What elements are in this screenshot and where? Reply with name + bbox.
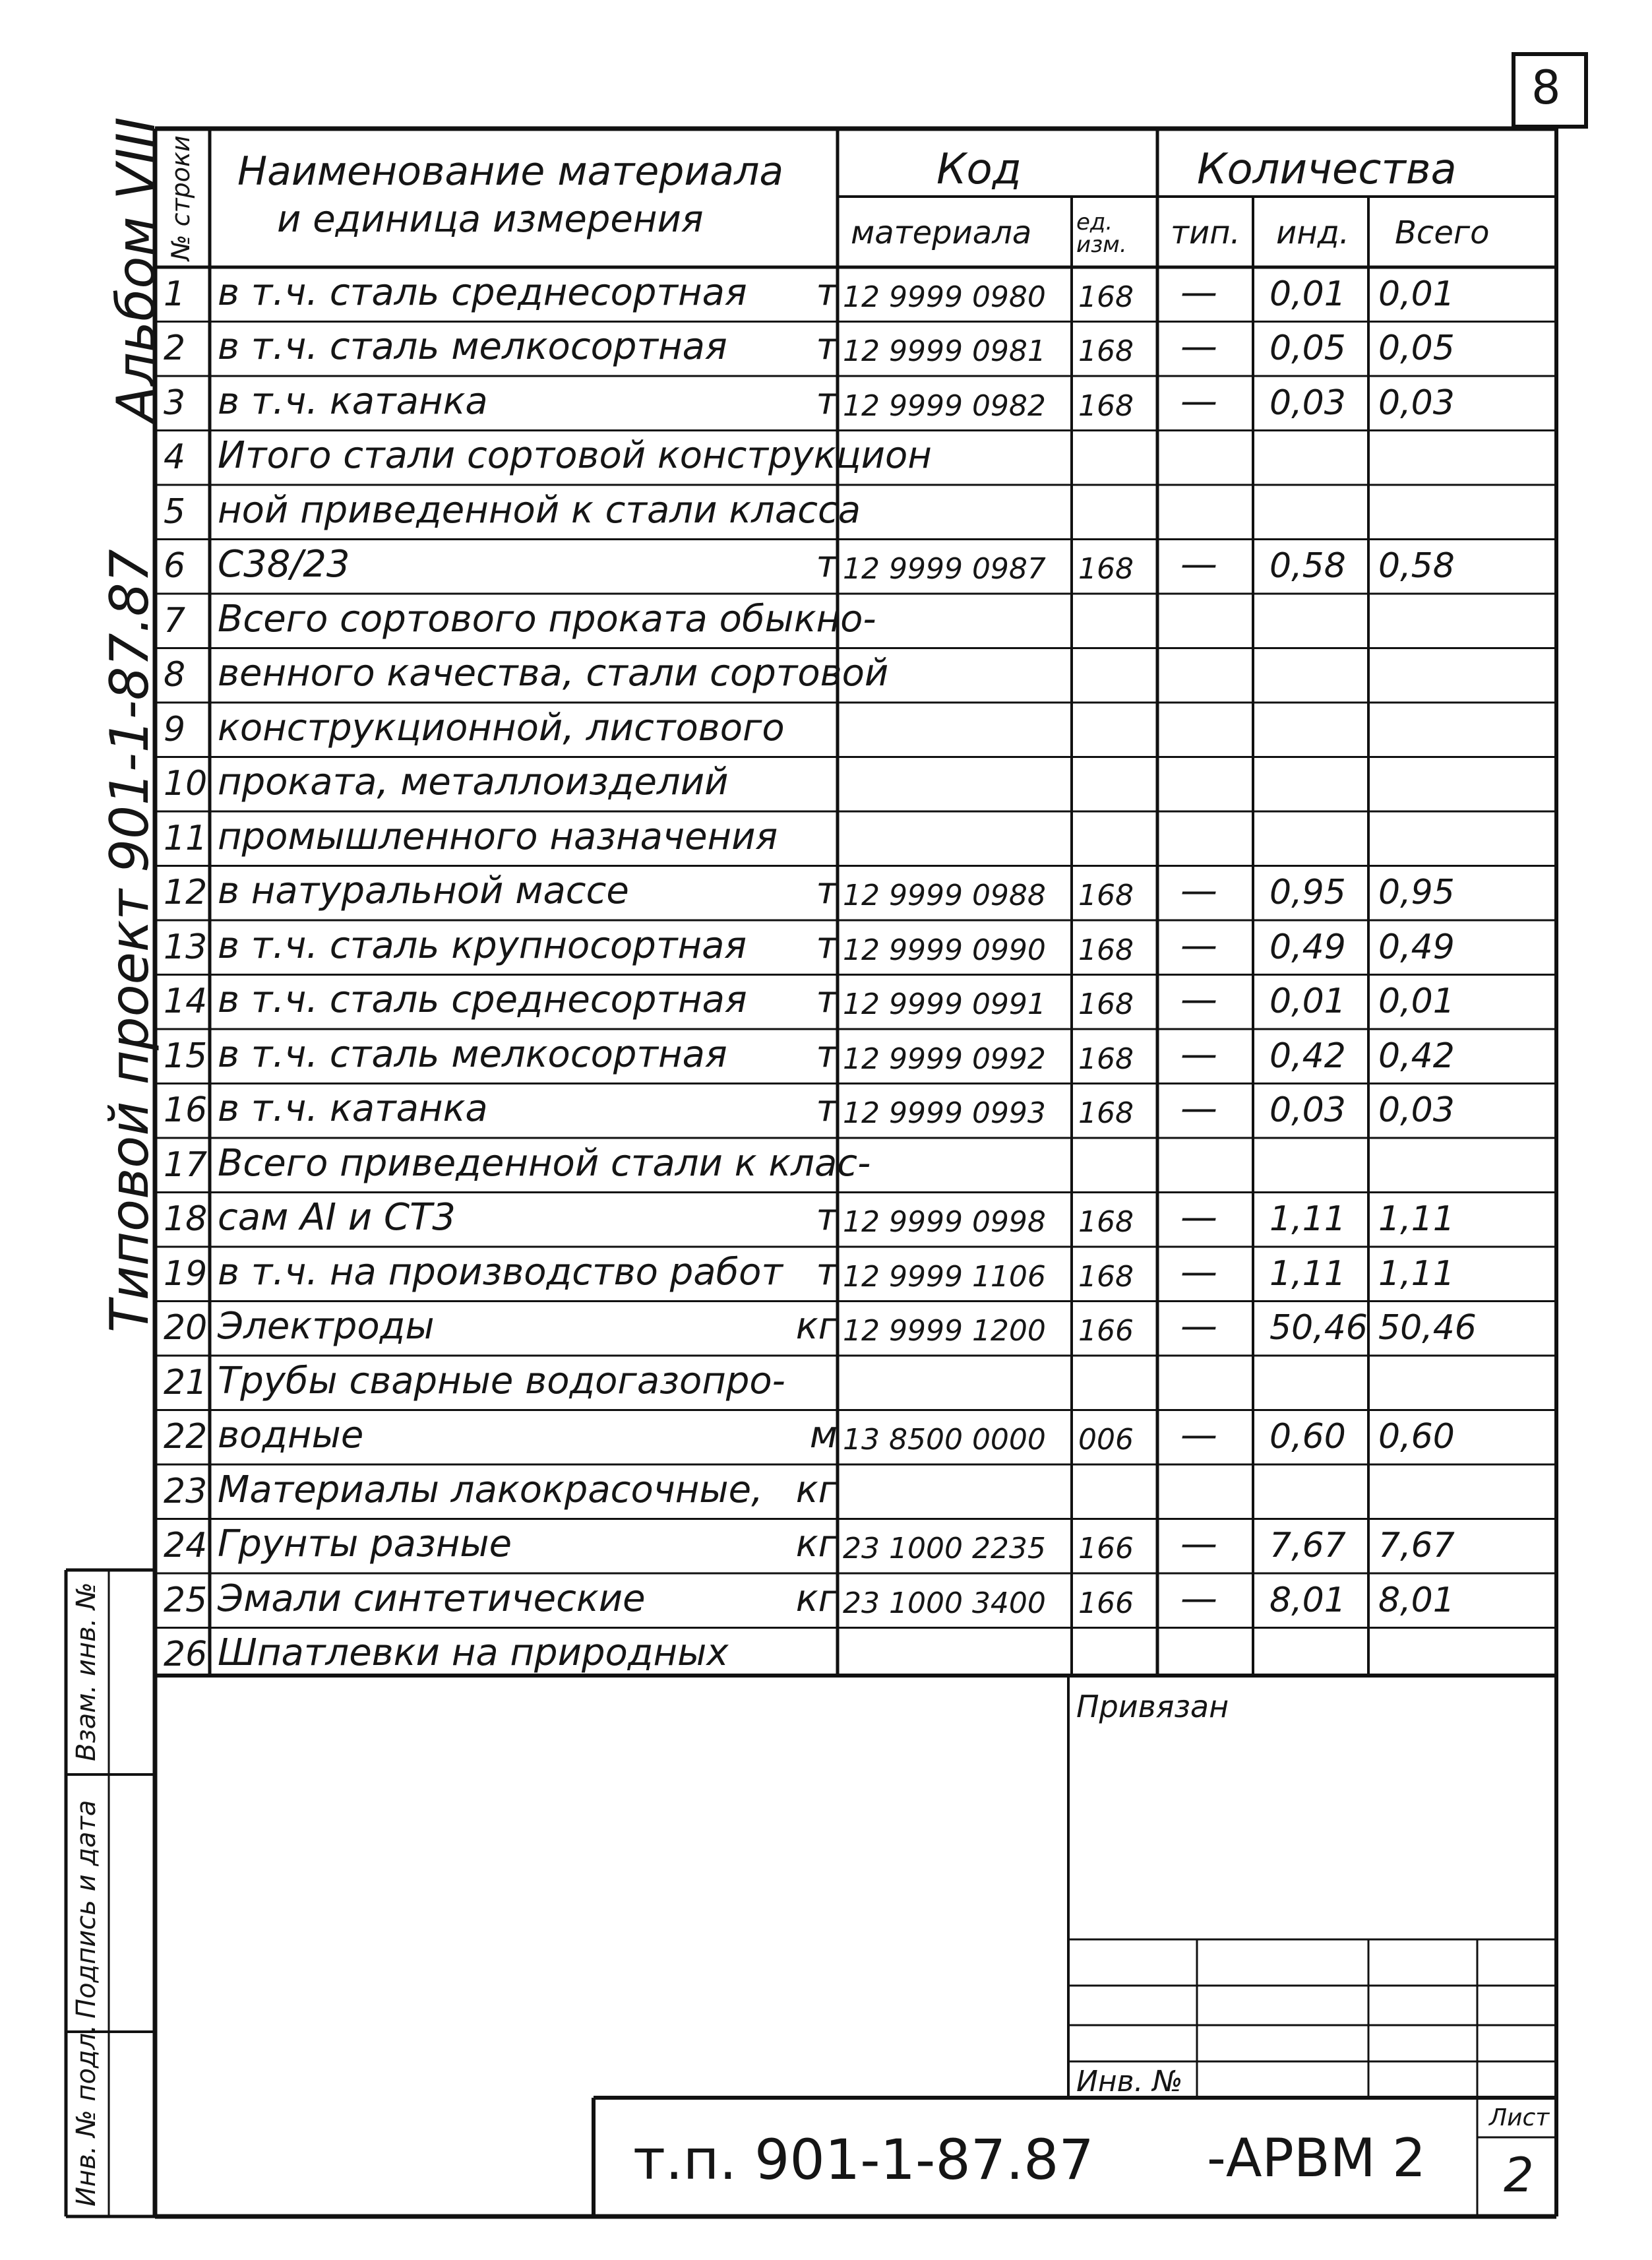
cell-ed: 166 bbox=[1078, 1586, 1134, 1620]
cell-n: 25 bbox=[164, 1580, 208, 1620]
cell-ed: 168 bbox=[1078, 933, 1134, 967]
header-quantity: Количества bbox=[1197, 145, 1457, 194]
cell-typ: — bbox=[1180, 1577, 1217, 1620]
cell-ind: 0,49 bbox=[1270, 927, 1346, 967]
cell-unit: т bbox=[816, 978, 838, 1021]
cell-n: 24 bbox=[164, 1526, 208, 1565]
cell-n: 9 bbox=[164, 709, 186, 749]
cell-unit: кг bbox=[795, 1522, 838, 1565]
cell-ed: 168 bbox=[1078, 334, 1134, 368]
cell-ed: 166 bbox=[1078, 1314, 1134, 1348]
cell-code bbox=[843, 703, 1070, 757]
cell-ed bbox=[1078, 703, 1154, 757]
cell-total: 0,58 bbox=[1378, 546, 1455, 586]
cell-name: конструкционной, листового bbox=[218, 706, 785, 749]
cell-ed bbox=[1078, 811, 1154, 866]
cell-n: 22 bbox=[164, 1417, 208, 1457]
album-label: Альбом VIII bbox=[106, 117, 167, 422]
cell-code: 12 9999 0992 bbox=[843, 1042, 1046, 1076]
cell-unit bbox=[791, 485, 838, 540]
header-row-no: № строки bbox=[166, 135, 195, 261]
cell-n: 26 bbox=[164, 1635, 208, 1674]
cell-typ: — bbox=[1180, 869, 1217, 912]
side-stamp-sign-date: Подпись и дата bbox=[71, 1800, 102, 2019]
cell-n: 23 bbox=[164, 1471, 208, 1511]
cell-code bbox=[843, 594, 1070, 648]
cell-typ: — bbox=[1180, 270, 1217, 314]
cell-total: 1,11 bbox=[1378, 1253, 1455, 1294]
cell-code: 12 9999 0982 bbox=[843, 389, 1046, 423]
cell-name: промышленного назначения bbox=[218, 815, 778, 858]
cell-ind bbox=[1270, 485, 1368, 540]
cell-ed: 168 bbox=[1078, 1205, 1134, 1239]
cell-code: 12 9999 1106 bbox=[843, 1259, 1046, 1294]
cell-n: 18 bbox=[164, 1199, 208, 1239]
cell-ed bbox=[1078, 1464, 1154, 1519]
cell-name: проката, металлоизделий bbox=[218, 761, 729, 803]
cell-typ: — bbox=[1180, 1032, 1217, 1076]
cell-n: 8 bbox=[164, 655, 186, 695]
cell-ed bbox=[1078, 757, 1154, 812]
cell-name: в натуральной массе bbox=[218, 869, 629, 912]
cell-total bbox=[1378, 757, 1550, 812]
cell-ed: 168 bbox=[1078, 389, 1134, 423]
cell-ed: 168 bbox=[1078, 552, 1134, 586]
cell-code: 13 8500 0000 bbox=[843, 1423, 1046, 1457]
cell-code: 23 1000 3400 bbox=[843, 1586, 1046, 1620]
cell-ind: 50,46 bbox=[1270, 1308, 1368, 1348]
cell-typ bbox=[1180, 1628, 1253, 1683]
cell-name: венного качества, стали сортовой bbox=[218, 652, 889, 695]
cell-unit: т bbox=[816, 1032, 838, 1076]
cell-code: 12 9999 1200 bbox=[843, 1314, 1046, 1348]
cell-n: 17 bbox=[164, 1145, 208, 1185]
cell-ind: 0,01 bbox=[1270, 982, 1346, 1021]
cell-unit: кг bbox=[795, 1577, 838, 1620]
cell-total: 7,67 bbox=[1378, 1526, 1455, 1565]
cell-name: Трубы сварные водогазопро- bbox=[218, 1359, 785, 1402]
cell-name: Материалы лакокрасочные, bbox=[218, 1468, 763, 1511]
cell-n: 19 bbox=[164, 1253, 208, 1294]
cell-total bbox=[1378, 1628, 1550, 1683]
cell-ind bbox=[1270, 1356, 1368, 1410]
cell-ed bbox=[1078, 1138, 1154, 1193]
cell-n: 10 bbox=[164, 764, 208, 803]
cell-name: Грунты разные bbox=[218, 1522, 512, 1565]
cell-n: 20 bbox=[164, 1308, 208, 1348]
cell-unit bbox=[791, 1628, 838, 1683]
cell-ind: 0,95 bbox=[1270, 873, 1346, 912]
cell-unit: т bbox=[816, 543, 838, 586]
cell-name: водные bbox=[218, 1414, 364, 1457]
cell-name: Электроды bbox=[218, 1305, 435, 1348]
cell-code bbox=[843, 1628, 1070, 1683]
cell-unit bbox=[791, 594, 838, 648]
cell-ind bbox=[1270, 648, 1368, 703]
cell-ed bbox=[1078, 1628, 1154, 1683]
cell-ind bbox=[1270, 757, 1368, 812]
cell-ind: 1,11 bbox=[1270, 1199, 1346, 1239]
cell-typ bbox=[1180, 703, 1253, 757]
cell-code bbox=[843, 485, 1070, 540]
cell-name: в т.ч. сталь крупносортная bbox=[218, 924, 747, 967]
cell-typ bbox=[1180, 1138, 1253, 1193]
cell-ind: 0,42 bbox=[1270, 1036, 1346, 1076]
cell-ed: 168 bbox=[1078, 1096, 1134, 1130]
cell-total: 50,46 bbox=[1378, 1308, 1477, 1348]
cell-total bbox=[1378, 648, 1550, 703]
cell-ind: 0,03 bbox=[1270, 383, 1346, 423]
cell-total: 0,03 bbox=[1378, 1090, 1455, 1130]
cell-total: 0,95 bbox=[1378, 873, 1455, 912]
cell-unit: кг bbox=[795, 1305, 838, 1348]
cell-ed bbox=[1078, 431, 1154, 486]
cell-typ bbox=[1180, 431, 1253, 486]
cell-n: 6 bbox=[164, 546, 186, 586]
cell-n: 3 bbox=[164, 383, 186, 423]
cell-ind: 0,05 bbox=[1270, 329, 1346, 368]
cell-unit: т bbox=[816, 924, 838, 967]
cell-ind: 0,58 bbox=[1270, 546, 1346, 586]
cell-typ bbox=[1180, 1356, 1253, 1410]
cell-name: сам АI и СТ3 bbox=[218, 1196, 456, 1239]
cell-total bbox=[1378, 1138, 1550, 1193]
cell-name: в т.ч. сталь среднесортная bbox=[218, 978, 747, 1021]
cell-n: 1 bbox=[164, 274, 186, 314]
cell-code: 12 9999 0991 bbox=[843, 988, 1046, 1021]
cell-n: 13 bbox=[164, 927, 208, 967]
cell-name: Всего приведенной стали к клас- bbox=[218, 1141, 871, 1185]
header-name-line1: Наименование материала bbox=[237, 148, 784, 195]
cell-total: 0,01 bbox=[1378, 274, 1455, 314]
cell-ed bbox=[1078, 594, 1154, 648]
cell-typ bbox=[1180, 757, 1253, 812]
cell-total: 0,05 bbox=[1378, 329, 1455, 368]
cell-unit: т bbox=[816, 1087, 838, 1130]
cell-code: 12 9999 0993 bbox=[843, 1096, 1046, 1130]
cell-name: в т.ч. сталь среднесортная bbox=[218, 270, 747, 314]
cell-ed: 166 bbox=[1078, 1532, 1134, 1565]
cell-total: 1,11 bbox=[1378, 1199, 1455, 1239]
cell-total bbox=[1378, 811, 1550, 866]
cell-code bbox=[843, 757, 1070, 812]
cell-typ bbox=[1180, 485, 1253, 540]
cell-typ bbox=[1180, 1464, 1253, 1519]
cell-total bbox=[1378, 1464, 1550, 1519]
cell-typ bbox=[1180, 648, 1253, 703]
cell-typ: — bbox=[1180, 1414, 1217, 1457]
cell-ind: 0,03 bbox=[1270, 1090, 1346, 1130]
header-qty-total: Всего bbox=[1395, 214, 1490, 251]
cell-name: ной приведенной к стали класса bbox=[218, 488, 861, 532]
cell-name: в т.ч. сталь мелкосортная bbox=[218, 325, 727, 368]
cell-ind bbox=[1270, 431, 1368, 486]
cell-code bbox=[843, 811, 1070, 866]
cell-ed: 006 bbox=[1078, 1423, 1134, 1457]
cell-typ: — bbox=[1180, 924, 1217, 967]
cell-ed bbox=[1078, 648, 1154, 703]
cell-ind bbox=[1270, 594, 1368, 648]
cell-name: в т.ч. сталь мелкосортная bbox=[218, 1032, 727, 1076]
cell-ed: 168 bbox=[1078, 1042, 1134, 1076]
cell-code bbox=[843, 1138, 1070, 1193]
sheet-number: 2 bbox=[1504, 2147, 1534, 2203]
cell-code bbox=[843, 1356, 1070, 1410]
cell-unit: т bbox=[816, 379, 838, 423]
cell-unit: м bbox=[809, 1414, 838, 1457]
cell-code: 12 9999 0981 bbox=[843, 334, 1046, 368]
cell-ind bbox=[1270, 703, 1368, 757]
cell-ed bbox=[1078, 485, 1154, 540]
cell-ed bbox=[1078, 1356, 1154, 1410]
cell-total: 0,01 bbox=[1378, 982, 1455, 1021]
cell-n: 15 bbox=[164, 1036, 208, 1076]
cell-unit bbox=[791, 703, 838, 757]
cell-n: 11 bbox=[164, 818, 208, 858]
cell-code: 12 9999 0990 bbox=[843, 933, 1046, 967]
cell-total: 0,03 bbox=[1378, 383, 1455, 423]
doc-code: т.п. 901-1-87.87 bbox=[633, 2127, 1094, 2192]
cell-n: 5 bbox=[164, 491, 186, 532]
cell-typ: — bbox=[1180, 1196, 1217, 1239]
cell-ed: 168 bbox=[1078, 280, 1134, 314]
cell-total: 0,42 bbox=[1378, 1036, 1455, 1076]
cell-name: в т.ч. катанка bbox=[218, 1087, 488, 1130]
cell-typ bbox=[1180, 594, 1253, 648]
cell-name: С38/23 bbox=[218, 543, 350, 586]
cell-ed: 168 bbox=[1078, 988, 1134, 1021]
cell-ind bbox=[1270, 811, 1368, 866]
cell-code bbox=[843, 1464, 1070, 1519]
cell-total bbox=[1378, 594, 1550, 648]
cell-n: 12 bbox=[164, 873, 208, 912]
cell-unit bbox=[791, 1138, 838, 1193]
cell-n: 21 bbox=[164, 1362, 208, 1402]
page-number: 8 bbox=[1531, 61, 1561, 115]
cell-n: 14 bbox=[164, 982, 208, 1021]
side-stamp-inv-orig: Инв. № подл. bbox=[71, 2025, 102, 2207]
cell-name: Шпатлевки на природных bbox=[218, 1631, 729, 1674]
cell-code: 23 1000 2235 bbox=[843, 1532, 1046, 1565]
cell-unit: кг bbox=[795, 1468, 838, 1511]
cell-typ: — bbox=[1180, 325, 1217, 368]
cell-name: Всего сортового проката обыкно- bbox=[218, 597, 876, 641]
cell-ind: 7,67 bbox=[1270, 1526, 1346, 1565]
cell-typ: — bbox=[1180, 978, 1217, 1021]
cell-total: 0,49 bbox=[1378, 927, 1455, 967]
cell-n: 2 bbox=[164, 329, 186, 368]
cell-unit: т bbox=[816, 325, 838, 368]
cell-unit: т bbox=[816, 1250, 838, 1294]
header-code: Код bbox=[936, 145, 1022, 194]
header-code-material: материала bbox=[851, 214, 1032, 251]
cell-unit: т bbox=[816, 270, 838, 314]
cell-name: Итого стали сортовой конструкцион bbox=[218, 434, 932, 477]
cell-typ: — bbox=[1180, 1087, 1217, 1130]
side-stamp-replace-inv: Взам. инв. № bbox=[71, 1582, 102, 1761]
cell-typ bbox=[1180, 811, 1253, 866]
cell-code: 12 9999 0980 bbox=[843, 280, 1046, 314]
sheet-label: Лист bbox=[1489, 2104, 1550, 2131]
cell-ind: 1,11 bbox=[1270, 1253, 1346, 1294]
doc-mark: -АРВМ 2 bbox=[1207, 2127, 1426, 2189]
cell-typ: — bbox=[1180, 379, 1217, 423]
cell-unit bbox=[791, 431, 838, 486]
cell-total bbox=[1378, 1356, 1550, 1410]
cell-unit bbox=[791, 757, 838, 812]
cell-code: 12 9999 0988 bbox=[843, 879, 1046, 912]
cell-unit: т bbox=[816, 869, 838, 912]
project-label: Типовой проект 901-1-87.87 bbox=[99, 549, 160, 1333]
cell-typ: — bbox=[1180, 1305, 1217, 1348]
cell-ind bbox=[1270, 1138, 1368, 1193]
header-name-line2: и единица измерения bbox=[277, 198, 704, 241]
cell-ind bbox=[1270, 1628, 1368, 1683]
cell-name: в т.ч. на производство работ bbox=[218, 1250, 783, 1294]
cell-ind: 8,01 bbox=[1270, 1580, 1346, 1620]
cell-n: 7 bbox=[164, 600, 186, 641]
header-code-unit: ед. изм. bbox=[1076, 209, 1127, 258]
cell-name: Эмали синтетические bbox=[218, 1577, 646, 1620]
cell-total bbox=[1378, 485, 1550, 540]
cell-typ: — bbox=[1180, 1250, 1217, 1294]
cell-ed: 168 bbox=[1078, 1259, 1134, 1294]
stamp-inv-no-label: Инв. № bbox=[1076, 2065, 1183, 2098]
header-qty-ind: инд. bbox=[1276, 214, 1350, 251]
cell-total bbox=[1378, 703, 1550, 757]
cell-total bbox=[1378, 431, 1550, 486]
cell-ind bbox=[1270, 1464, 1368, 1519]
cell-typ: — bbox=[1180, 543, 1217, 586]
cell-n: 4 bbox=[164, 437, 186, 477]
cell-code bbox=[843, 431, 1070, 486]
cell-code: 12 9999 0998 bbox=[843, 1205, 1046, 1239]
cell-code bbox=[843, 648, 1070, 703]
cell-total: 0,60 bbox=[1378, 1417, 1455, 1457]
cell-code: 12 9999 0987 bbox=[843, 552, 1046, 586]
cell-unit: т bbox=[816, 1196, 838, 1239]
cell-name: в т.ч. катанка bbox=[218, 379, 488, 423]
cell-unit bbox=[791, 648, 838, 703]
cell-ed: 168 bbox=[1078, 879, 1134, 912]
cell-ind: 0,60 bbox=[1270, 1417, 1346, 1457]
header-qty-typ: тип. bbox=[1171, 214, 1240, 251]
cell-n: 16 bbox=[164, 1090, 208, 1130]
cell-unit bbox=[791, 1356, 838, 1410]
cell-typ: — bbox=[1180, 1522, 1217, 1565]
cell-unit bbox=[791, 811, 838, 866]
cell-total: 8,01 bbox=[1378, 1580, 1455, 1620]
stamp-bound-label: Привязан bbox=[1076, 1689, 1229, 1724]
cell-ind: 0,01 bbox=[1270, 274, 1346, 314]
